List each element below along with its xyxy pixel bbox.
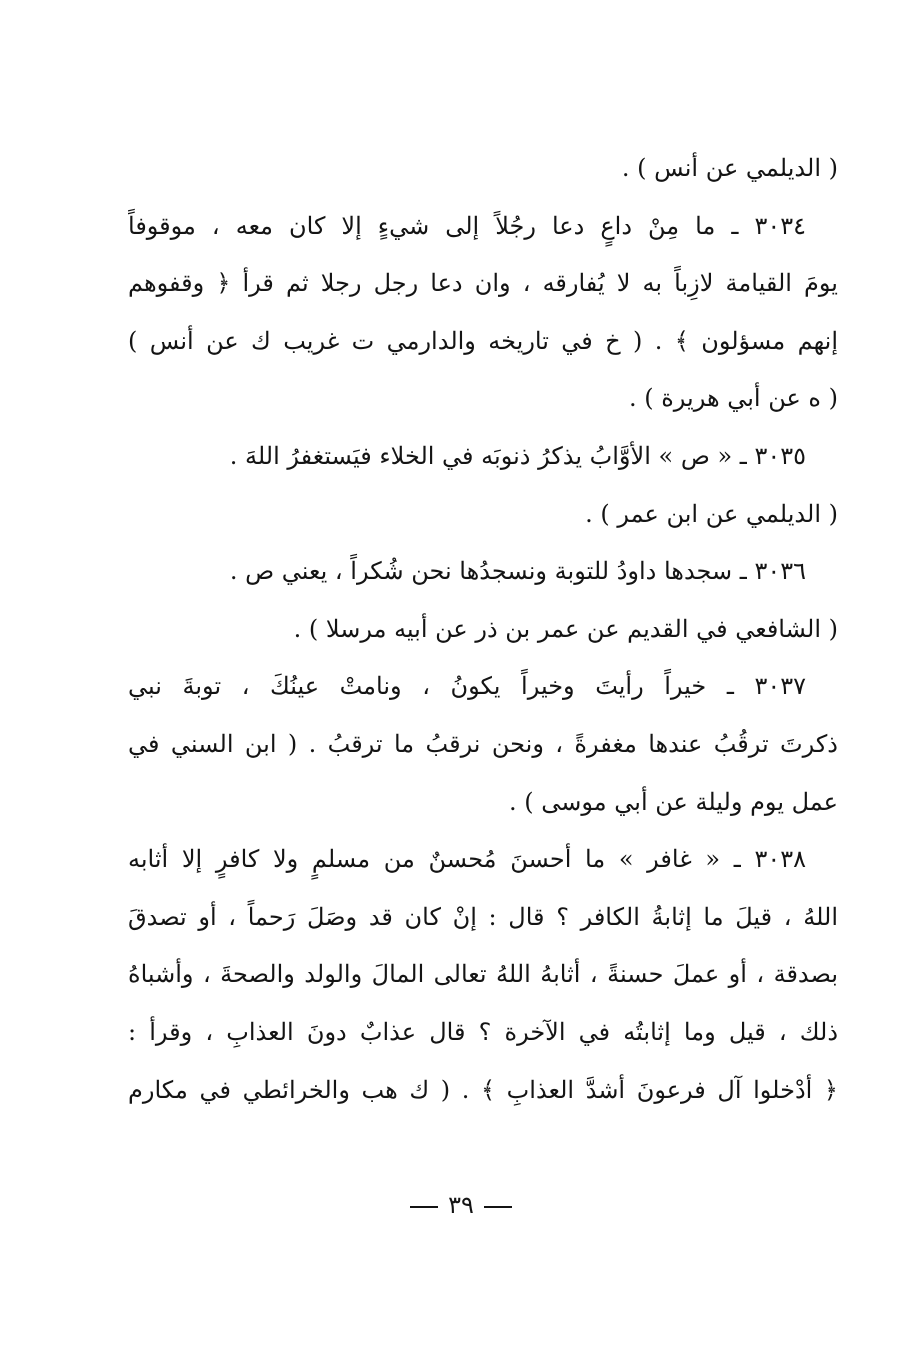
text-line: ( الديلمي عن أنس ) . (621, 154, 838, 182)
text-line: إنهم مسؤلون ﴾ . ( خ في تاريخه والدارمي ت غريب ك عن أنس ) (128, 326, 838, 355)
text-line: ( الديلمي عن ابن عمر ) . (585, 499, 838, 528)
text-line: ( ه عن أبي هريرة ) . (628, 384, 838, 413)
text-line: ﴿ أدْخلوا آل فرعونَ أشدَّ العذابِ ﴾ . ( ك هب والخرائطي في مكارم (128, 1075, 838, 1104)
page-number-footer (0, 1185, 922, 1225)
folio-dash-right (410, 1206, 438, 1208)
page-body-text (128, 140, 838, 1119)
hadith-3038-line: ٣٠٣٨ ـ « غافر » ما أحسنَ مُحسنٌ من مسلمٍ ولا كافرٍ إلا أثابه (128, 845, 806, 874)
text-line: ذكرتَ ترقُبُ عندها مغفرةً ، ونحن نرقبُ ما ترقبُ . ( ابن السني في (128, 729, 838, 758)
text-line: ذلك ، قيل وما إثابتُه في الآخرة ؟ قال عذابٌ دونَ العذابِ ، وقرأ : (128, 1017, 838, 1046)
text-line: ( الشافعي في القديم عن عمر بن ذر عن أبيه مرسلا ) . (293, 614, 838, 643)
hadith-3035-line: ٣٠٣٥ ـ « ص » الأوَّابُ يذكرُ ذنوبَه في الخلاء فيَستغفرُ اللهَ . (229, 441, 806, 470)
folio-dash-left (484, 1206, 512, 1208)
text-line: اللهُ ، قيلَ ما إثابةُ الكافر ؟ قال : إنْ كان قد وصَلَ رَحماً ، أو تصدقَ (128, 902, 838, 931)
text-line: يومَ القيامة لازِباً به لا يُفارقه ، وان دعا رجل رجلا ثم قرأ ﴿ وقفوهم (128, 269, 838, 298)
page-number: ٣٩ (448, 1191, 474, 1219)
text-line: عمل يوم وليلة عن أبي موسى ) . (509, 787, 838, 816)
hadith-3037-line: ٣٠٣٧ ـ خيراً رأيتَ وخيراً يكونُ ، ونامتْ عينُكَ ، توبةَ نبي (128, 672, 806, 701)
hadith-3034-line: ٣٠٣٤ ـ ما مِنْ داعٍ دعا رجُلاً إلى شيءٍ إلا كان معه ، موقوفاً (128, 211, 806, 240)
hadith-3036-line: ٣٠٣٦ ـ سجدها داودُ للتوبة ونسجدُها نحن شُكراً ، يعني ص . (229, 557, 806, 586)
text-line: بصدقة ، أو عملَ حسنةً ، أثابهُ اللهُ تعالى المالَ والولد والصحةَ ، وأشباهُ (128, 960, 838, 989)
